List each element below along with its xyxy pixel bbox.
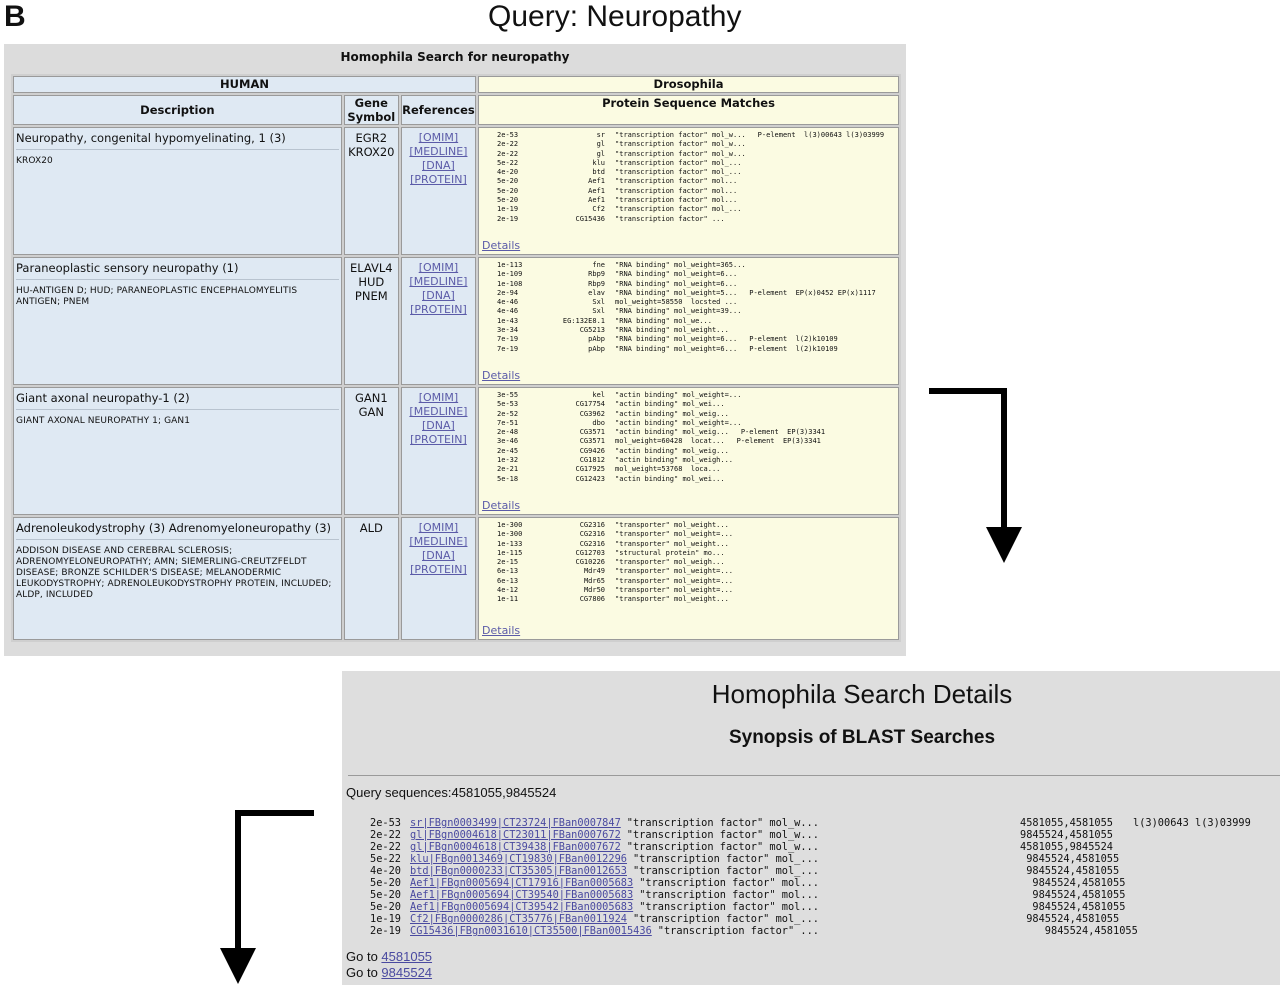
hit-positions: 9845524,4581055 bbox=[1020, 853, 1120, 865]
blast-hit-list bbox=[370, 817, 1270, 937]
match-p-element: P-element l(3)00643 l(3)03999 bbox=[757, 131, 885, 139]
hit-description: "transcription factor" mol_w... bbox=[626, 817, 819, 829]
match-evalue: 6e-13 bbox=[497, 567, 519, 576]
match-line bbox=[483, 215, 894, 224]
match-gene: CG17925 bbox=[575, 465, 606, 474]
match-description: "transporter" mol_weight... bbox=[615, 595, 729, 604]
match-description: "RNA binding" mol_weight=365... bbox=[615, 261, 746, 269]
match-gene: klu bbox=[592, 158, 606, 167]
blast-hit bbox=[370, 889, 1270, 901]
arrow-line-vertical-2 bbox=[235, 810, 241, 950]
match-description: "transcription factor" mol... bbox=[615, 177, 738, 186]
hit-description: "transcription factor" mol_... bbox=[632, 865, 819, 877]
match-evalue: 2e-94 bbox=[497, 288, 519, 297]
blast-hit bbox=[370, 817, 1270, 829]
search-results-window bbox=[4, 44, 906, 656]
blast-hit bbox=[370, 925, 1270, 937]
match-evalue: 1e-19 bbox=[497, 205, 519, 214]
reference-link[interactable]: [MEDLINE] bbox=[409, 145, 468, 158]
match-evalue: 5e-18 bbox=[497, 474, 519, 483]
match-line bbox=[483, 261, 894, 270]
hit-positions: 9845524,4581055 bbox=[1020, 901, 1126, 913]
match-gene: CG3571 bbox=[579, 428, 606, 437]
protein-matches-cell bbox=[478, 387, 899, 515]
disease-name: Neuropathy, congenital hypomyelinating, 1 (3) bbox=[16, 131, 339, 150]
match-gene: CG7806 bbox=[579, 595, 606, 604]
goto-line-1 bbox=[346, 949, 432, 964]
match-gene: sr bbox=[596, 131, 606, 139]
match-evalue: 2e-48 bbox=[497, 428, 519, 437]
match-gene: Aef1 bbox=[588, 177, 606, 186]
hit-link[interactable]: gl|FBgn0004618|CT39438|FBan0007672 bbox=[410, 841, 621, 853]
match-description: "actin binding" mol_weig... bbox=[615, 446, 729, 455]
disease-aliases: GIANT AXONAL NEUROPATHY 1; GAN1 bbox=[16, 416, 191, 426]
hit-positions: 9845524,4581055 bbox=[1020, 913, 1120, 925]
match-line bbox=[483, 465, 894, 474]
match-line bbox=[483, 410, 894, 419]
match-line bbox=[483, 335, 894, 344]
arrow-down-icon bbox=[986, 527, 1022, 563]
match-line bbox=[483, 345, 894, 354]
result-row bbox=[13, 127, 899, 255]
reference-link[interactable]: [MEDLINE] bbox=[409, 535, 468, 548]
match-line bbox=[483, 187, 894, 196]
match-description: "RNA binding" mol_weight=6... bbox=[615, 279, 738, 288]
match-gene: Sxl bbox=[592, 298, 606, 307]
match-line bbox=[483, 558, 894, 567]
match-gene: Rbp9 bbox=[588, 279, 606, 288]
match-line bbox=[483, 521, 894, 530]
hit-evalue: 5e-20 bbox=[370, 877, 401, 889]
hit-positions: 9845524,4581055 bbox=[1020, 877, 1126, 889]
hit-evalue: 5e-20 bbox=[370, 901, 401, 913]
match-gene: CG12423 bbox=[575, 474, 606, 483]
match-gene: pAbp bbox=[588, 344, 606, 353]
match-description: "RNA binding" mol_weight=39... bbox=[615, 307, 742, 316]
hit-evalue: 2e-19 bbox=[370, 925, 401, 937]
col-description: Description bbox=[13, 95, 342, 125]
match-gene: CG5213 bbox=[579, 326, 606, 335]
references-cell bbox=[401, 387, 476, 515]
blast-hit bbox=[370, 853, 1270, 865]
match-line bbox=[483, 205, 894, 214]
match-line bbox=[483, 150, 894, 159]
match-gene: Sxl bbox=[592, 307, 606, 316]
match-p-element: P-element l(2)k10109 bbox=[749, 344, 838, 353]
match-evalue: 2e-45 bbox=[497, 446, 519, 455]
match-evalue: 4e-46 bbox=[497, 307, 519, 316]
match-evalue: 1e-109 bbox=[497, 270, 523, 279]
reference-link[interactable]: [MEDLINE] bbox=[409, 405, 468, 418]
disease-name: Paraneoplastic sensory neuropathy (1) bbox=[16, 261, 339, 280]
match-description: "transporter" mol_weight... bbox=[615, 539, 729, 548]
gene-symbol-cell bbox=[344, 127, 399, 255]
match-evalue: 1e-113 bbox=[497, 261, 523, 269]
match-gene: pAbp bbox=[588, 335, 606, 344]
hit-link[interactable]: gl|FBgn0004618|CT23011|FBan0007672 bbox=[410, 829, 621, 841]
match-line bbox=[483, 586, 894, 595]
gene-symbol-cell bbox=[344, 257, 399, 385]
hit-evalue: 5e-20 bbox=[370, 889, 401, 901]
hit-description: "transcription factor" mol... bbox=[639, 889, 819, 901]
gene-symbol: KROX20 bbox=[348, 145, 395, 159]
hit-evalue: 2e-22 bbox=[370, 829, 401, 841]
hit-positions: 9845524,4581055 bbox=[1020, 889, 1126, 901]
match-description: "actin binding" mol_wei... bbox=[615, 400, 725, 409]
goto-line-2 bbox=[346, 965, 432, 980]
match-evalue: 1e-32 bbox=[497, 456, 519, 465]
reference-link[interactable]: [OMIM] bbox=[418, 131, 459, 144]
match-description: "transcription factor" mol_w... bbox=[615, 149, 746, 158]
match-evalue: 4e-12 bbox=[497, 586, 519, 595]
reference-link[interactable]: [PROTEIN] bbox=[410, 433, 467, 446]
match-evalue: 5e-20 bbox=[497, 186, 519, 195]
match-description: "transcription factor" mol_... bbox=[615, 158, 742, 167]
human-header: HUMAN bbox=[13, 76, 476, 93]
drosophila-header: Drosophila bbox=[478, 76, 899, 93]
match-evalue: 7e-19 bbox=[497, 335, 519, 344]
match-description: "actin binding" mol_weig... bbox=[615, 428, 729, 437]
col-protein-matches: Protein Sequence Matches bbox=[478, 95, 899, 125]
blast-hit bbox=[370, 913, 1270, 925]
goto-link-1[interactable]: 4581055 bbox=[381, 949, 433, 964]
match-gene: CG2316 bbox=[579, 530, 606, 539]
panel-label: B bbox=[4, 0, 26, 33]
match-line bbox=[483, 577, 894, 586]
match-description: "RNA binding" mol_weight=6... bbox=[615, 335, 738, 344]
hit-description: "transcription factor" mol_... bbox=[632, 913, 819, 925]
gene-symbol: GAN bbox=[358, 405, 384, 419]
hit-p-element: l(3)00643 l(3)03999 bbox=[1133, 817, 1251, 829]
match-description: "RNA binding" mol_weight... bbox=[615, 326, 729, 335]
match-gene: CG15436 bbox=[575, 214, 606, 223]
references-cell bbox=[401, 517, 476, 640]
match-gene: CG12703 bbox=[575, 548, 606, 557]
reference-link[interactable]: [DNA] bbox=[422, 419, 455, 432]
match-evalue: 2e-22 bbox=[497, 140, 519, 149]
match-gene: Mdr49 bbox=[583, 567, 606, 576]
match-description: mol_weight=58550 locsted ... bbox=[615, 298, 738, 307]
details-link[interactable]: Details bbox=[482, 499, 521, 512]
description-cell bbox=[13, 257, 342, 385]
match-line bbox=[483, 400, 894, 409]
match-gene: EG:132E8.1 bbox=[562, 316, 606, 325]
match-gene: CG10226 bbox=[575, 558, 606, 567]
match-line bbox=[483, 317, 894, 326]
match-gene: gl bbox=[596, 140, 606, 149]
hit-positions: 4581055,4581055 bbox=[1020, 817, 1113, 829]
match-evalue: 4e-20 bbox=[497, 168, 519, 177]
match-evalue: 3e-46 bbox=[497, 437, 519, 446]
match-evalue: 1e-133 bbox=[497, 539, 523, 548]
reference-link[interactable]: [OMIM] bbox=[418, 521, 459, 534]
match-evalue: 5e-53 bbox=[497, 400, 519, 409]
hit-description: "transcription factor" mol_... bbox=[632, 853, 819, 865]
match-line bbox=[483, 131, 894, 140]
hit-link[interactable]: Aef1|FBgn0005694|CT39542|FBan0005683 bbox=[410, 901, 634, 913]
match-evalue: 1e-300 bbox=[497, 530, 523, 539]
match-gene: Aef1 bbox=[588, 196, 606, 205]
match-evalue: 5e-20 bbox=[497, 177, 519, 186]
match-description: "structural protein" mo... bbox=[615, 548, 725, 557]
disease-aliases: HU-ANTIGEN D; HUD; PARANEOPLASTIC ENCEPHALOMYELITIS ANTIGEN; PNEM bbox=[16, 286, 298, 307]
match-line bbox=[483, 270, 894, 279]
match-description: "transporter" mol_weigh... bbox=[615, 558, 725, 567]
blast-hit bbox=[370, 877, 1270, 889]
match-line bbox=[483, 549, 894, 558]
details-subtitle: Synopsis of BLAST Searches bbox=[728, 727, 996, 748]
match-line bbox=[483, 298, 894, 307]
match-description: "transporter" mol_weight=... bbox=[615, 567, 734, 576]
disease-name: Adrenoleukodystrophy (3) Adrenomyeloneuropathy (3) bbox=[16, 521, 339, 540]
match-description: "actin binding" mol_weigh... bbox=[615, 456, 734, 465]
match-gene: Mdr50 bbox=[583, 586, 606, 595]
match-p-element: P-element l(2)k10109 bbox=[749, 335, 838, 344]
figure-title: Query: Neuropathy bbox=[488, 0, 742, 33]
hit-evalue: 5e-22 bbox=[370, 853, 401, 865]
match-description: "RNA binding" mol_weight=6... bbox=[615, 270, 738, 279]
details-window bbox=[342, 671, 1280, 985]
hit-description: "transcription factor" mol... bbox=[639, 877, 819, 889]
result-row bbox=[13, 387, 899, 515]
hit-description: "transcription factor" mol_w... bbox=[626, 841, 819, 853]
match-p-element: P-element EP(x)0452 EP(x)1117 bbox=[749, 288, 876, 297]
gene-symbol: PNEM bbox=[354, 289, 388, 303]
match-line bbox=[483, 168, 894, 177]
match-line bbox=[483, 307, 894, 316]
match-evalue: 5e-20 bbox=[497, 196, 519, 205]
match-evalue: 7e-19 bbox=[497, 344, 519, 353]
hit-evalue: 2e-53 bbox=[370, 817, 401, 829]
hit-link[interactable]: CG15436|FBgn0031610|CT35500|FBan0015436 bbox=[410, 925, 652, 937]
match-evalue: 5e-22 bbox=[497, 158, 519, 167]
result-row bbox=[13, 517, 899, 640]
hit-description: "transcription factor" mol... bbox=[639, 901, 819, 913]
match-gene: Rbp9 bbox=[588, 270, 606, 279]
match-gene: dbo bbox=[592, 418, 606, 427]
match-line bbox=[483, 475, 894, 484]
match-line bbox=[483, 196, 894, 205]
hit-positions: 4581055,9845524 bbox=[1020, 841, 1113, 853]
hit-link[interactable]: Aef1|FBgn0005694|CT17916|FBan0005683 bbox=[410, 877, 634, 889]
match-description: mol_weight=53768 loca... bbox=[615, 465, 721, 474]
match-evalue: 2e-15 bbox=[497, 558, 519, 567]
match-evalue: 1e-115 bbox=[497, 548, 523, 557]
match-gene: CG2316 bbox=[579, 539, 606, 548]
reference-link[interactable]: [DNA] bbox=[422, 289, 455, 302]
match-description: "transcription factor" mol_... bbox=[615, 168, 742, 177]
hit-link[interactable]: klu|FBgn0013469|CT19830|FBan0012296 bbox=[410, 853, 627, 865]
divider bbox=[348, 775, 1280, 776]
match-line bbox=[483, 391, 894, 400]
match-gene: Mdr65 bbox=[583, 576, 606, 585]
reference-link[interactable]: [OMIM] bbox=[418, 391, 459, 404]
references-cell bbox=[401, 257, 476, 385]
match-description: mol_weight=60428 locat... bbox=[615, 437, 725, 446]
hit-positions: 9845524,4581055 bbox=[1020, 865, 1120, 877]
hit-description: "transcription factor" ... bbox=[657, 925, 819, 937]
match-evalue: 4e-46 bbox=[497, 298, 519, 307]
match-evalue: 2e-21 bbox=[497, 465, 519, 474]
disease-name: Giant axonal neuropathy-1 (2) bbox=[16, 391, 339, 410]
gene-symbol: HUD bbox=[358, 275, 385, 289]
match-description: "actin binding" mol_weig... bbox=[615, 409, 729, 418]
match-line bbox=[483, 326, 894, 335]
match-gene: kel bbox=[592, 391, 606, 399]
match-description: "transcription factor" ... bbox=[615, 214, 725, 223]
hit-link[interactable]: btd|FBgn0000233|CT35305|FBan0012653 bbox=[410, 865, 627, 877]
hit-link[interactable]: Aef1|FBgn0005694|CT39540|FBan0005683 bbox=[410, 889, 634, 901]
match-line bbox=[483, 428, 894, 437]
match-gene: CG9426 bbox=[579, 446, 606, 455]
description-cell bbox=[13, 387, 342, 515]
disease-aliases: ADDISON DISEASE AND CEREBRAL SCLEROSIS; ADRENOMYELONEUROPATHY; AMN; SIEMERLING-CREUTZFELDT DISEASE; BRONZE SCHILDER'S DISEASE; MELANODERMIC LEUKODYSTROPHY; ADRENOLEUKODYSTROPHY PROTEIN, INCLUDED; ALDP, INCLUDED bbox=[16, 546, 332, 600]
gene-symbol-cell bbox=[344, 387, 399, 515]
hit-positions: 9845524,4581055 bbox=[1020, 925, 1138, 937]
blast-hit bbox=[370, 829, 1270, 841]
gene-symbol: ALD bbox=[359, 521, 383, 535]
match-p-element: P-element EP(3)3341 bbox=[740, 428, 826, 437]
goto-link-2[interactable]: 9845524 bbox=[381, 965, 433, 980]
reference-link[interactable]: [MEDLINE] bbox=[409, 275, 468, 288]
gene-symbol-cell bbox=[344, 517, 399, 640]
match-line bbox=[483, 595, 894, 604]
goto-label: Go to bbox=[346, 949, 378, 964]
query-sequences-label: Query sequences:4581055,9845524 bbox=[346, 785, 557, 800]
disease-aliases: KROX20 bbox=[16, 156, 53, 166]
results-table bbox=[11, 74, 901, 642]
blast-hit bbox=[370, 901, 1270, 913]
match-description: "transporter" mol_weight=... bbox=[615, 530, 734, 539]
match-description: "transcription factor" mol... bbox=[615, 196, 738, 205]
match-evalue: 1e-43 bbox=[497, 316, 519, 325]
reference-link[interactable]: [DNA] bbox=[422, 159, 455, 172]
col-gene-symbol: Gene Symbol bbox=[344, 95, 399, 125]
match-description: "RNA binding" mol_weight=5... bbox=[615, 288, 738, 297]
match-line bbox=[483, 159, 894, 168]
match-line bbox=[483, 280, 894, 289]
match-gene: elav bbox=[588, 288, 606, 297]
hit-evalue: 2e-22 bbox=[370, 841, 401, 853]
match-evalue: 1e-108 bbox=[497, 279, 523, 288]
match-gene: Aef1 bbox=[588, 186, 606, 195]
reference-link[interactable]: [OMIM] bbox=[418, 261, 459, 274]
match-description: "transcription factor" mol_w... bbox=[615, 131, 746, 139]
description-cell bbox=[13, 127, 342, 255]
match-description: "actin binding" mol_weight=... bbox=[615, 418, 742, 427]
match-p-element: P-element EP(3)3341 bbox=[736, 437, 821, 446]
match-description: "transcription factor" mol... bbox=[615, 186, 738, 195]
match-description: "RNA binding" mol_weight=6... bbox=[615, 344, 738, 353]
hit-link[interactable]: sr|FBgn0003499|CT23724|FBan0007847 bbox=[410, 817, 621, 829]
arrow-line-horizontal-2 bbox=[235, 810, 314, 816]
match-description: "RNA binding" mol_we... bbox=[615, 316, 712, 325]
match-gene: CG3962 bbox=[579, 409, 606, 418]
match-gene: Cf2 bbox=[592, 205, 606, 214]
reference-link[interactable]: [PROTEIN] bbox=[410, 563, 467, 576]
gene-symbol: ELAVL4 bbox=[349, 261, 393, 275]
search-window-title: Homophila Search for neuropathy bbox=[340, 50, 570, 64]
protein-matches-cell bbox=[478, 517, 899, 640]
hit-evalue: 4e-20 bbox=[370, 865, 401, 877]
match-description: "actin binding" mol_weight=... bbox=[615, 391, 742, 399]
hit-evalue: 1e-19 bbox=[370, 913, 401, 925]
match-line bbox=[483, 530, 894, 539]
details-link[interactable]: Details bbox=[482, 624, 521, 637]
match-evalue: 2e-22 bbox=[497, 149, 519, 158]
details-link[interactable]: Details bbox=[482, 369, 521, 382]
gene-symbol: EGR2 bbox=[355, 131, 388, 145]
match-evalue: 3e-55 bbox=[497, 391, 519, 399]
match-evalue: 6e-13 bbox=[497, 576, 519, 585]
hit-positions: 9845524,4581055 bbox=[1020, 829, 1113, 841]
protein-matches-cell bbox=[478, 127, 899, 255]
match-evalue: 2e-19 bbox=[497, 214, 519, 223]
match-description: "actin binding" mol_wei... bbox=[615, 474, 725, 483]
arrow-down-icon-2 bbox=[220, 948, 256, 984]
match-description: "transporter" mol_weight=... bbox=[615, 576, 734, 585]
details-window-title: Homophila Search Details bbox=[711, 679, 1013, 709]
description-cell bbox=[13, 517, 342, 640]
match-gene: CG2316 bbox=[579, 521, 606, 529]
match-gene: CG3571 bbox=[579, 437, 606, 446]
match-line bbox=[483, 437, 894, 446]
match-line bbox=[483, 177, 894, 186]
match-gene: CG1812 bbox=[579, 456, 606, 465]
references-cell bbox=[401, 127, 476, 255]
blast-hit bbox=[370, 841, 1270, 853]
match-evalue: 2e-53 bbox=[497, 131, 519, 139]
reference-link[interactable]: [DNA] bbox=[422, 549, 455, 562]
match-evalue: 2e-52 bbox=[497, 409, 519, 418]
match-line bbox=[483, 567, 894, 576]
match-line bbox=[483, 540, 894, 549]
match-gene: fne bbox=[592, 261, 606, 269]
arrow-line-horizontal bbox=[929, 388, 1007, 394]
gene-symbol: GAN1 bbox=[354, 391, 388, 405]
reference-link[interactable]: [PROTEIN] bbox=[410, 173, 467, 186]
goto-label: Go to bbox=[346, 965, 378, 980]
match-evalue: 1e-300 bbox=[497, 521, 523, 529]
hit-link[interactable]: Cf2|FBgn0000286|CT35776|FBan0011924 bbox=[410, 913, 627, 925]
match-gene: gl bbox=[596, 149, 606, 158]
blast-hit bbox=[370, 865, 1270, 877]
match-evalue: 3e-34 bbox=[497, 326, 519, 335]
hit-description: "transcription factor" mol_w... bbox=[626, 829, 819, 841]
match-gene: CG17754 bbox=[575, 400, 606, 409]
match-description: "transcription factor" mol_w... bbox=[615, 140, 746, 149]
col-references: References bbox=[401, 95, 476, 125]
match-description: "transporter" mol_weight=... bbox=[615, 586, 734, 595]
match-evalue: 1e-11 bbox=[497, 595, 519, 604]
match-gene: btd bbox=[592, 168, 606, 177]
match-line bbox=[483, 456, 894, 465]
match-line bbox=[483, 289, 894, 298]
details-link[interactable]: Details bbox=[482, 239, 521, 252]
result-row bbox=[13, 257, 899, 385]
match-line bbox=[483, 447, 894, 456]
protein-matches-cell bbox=[478, 257, 899, 385]
reference-link[interactable]: [PROTEIN] bbox=[410, 303, 467, 316]
match-description: "transcription factor" mol_... bbox=[615, 205, 742, 214]
match-line bbox=[483, 419, 894, 428]
arrow-line-vertical bbox=[1001, 388, 1007, 530]
match-line bbox=[483, 140, 894, 149]
match-description: "transporter" mol_weight... bbox=[615, 521, 729, 529]
match-evalue: 7e-51 bbox=[497, 418, 519, 427]
